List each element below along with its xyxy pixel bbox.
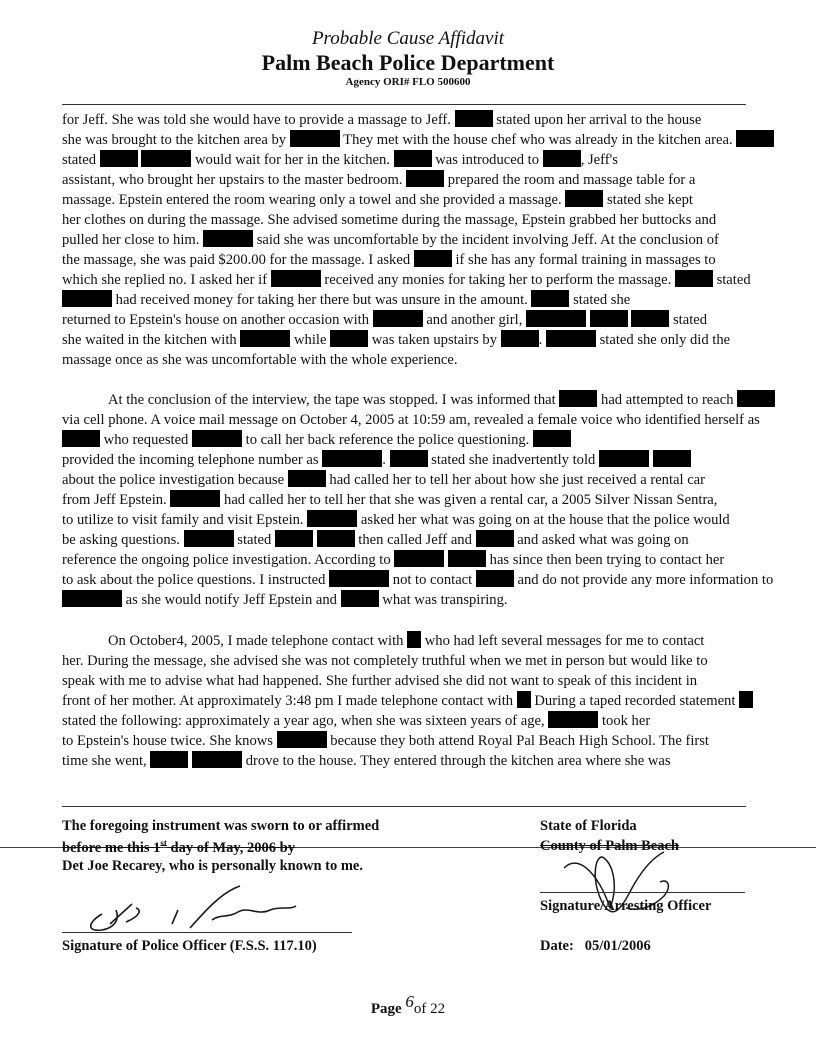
redaction-block — [559, 390, 597, 407]
narrative-text: who had left several messages for me to contact — [424, 633, 705, 649]
redaction-block — [599, 450, 649, 467]
officer-handwritten-signature — [80, 880, 320, 936]
redaction-block — [394, 150, 432, 167]
document-title: Probable Cause Affidavit — [311, 28, 505, 49]
narrative-text: area. — [704, 132, 733, 148]
redaction-block — [62, 590, 122, 607]
redaction-block — [100, 150, 138, 167]
page-number — [0, 992, 816, 1018]
officer-signature-label: Signature of Police Officer (F.S.S. 117.10) — [62, 938, 317, 954]
redaction-block — [737, 390, 775, 407]
narrative-text: about the police investigation because — [62, 472, 285, 488]
redaction-block — [631, 310, 669, 327]
narrative-text: to ask about the police questions. I instructed — [62, 572, 326, 588]
redaction-block — [736, 130, 774, 147]
sworn-date-post: day of May, 2006 by — [166, 839, 295, 856]
narrative-paragraph-2 — [62, 390, 787, 610]
narrative-text: her clothes on during the massage. She advised sometime during the massage, Epstein grabbed her buttocks and — [62, 212, 717, 228]
narrative-text: asked her what was going on at the house that the police would — [360, 512, 730, 528]
redaction-block — [170, 490, 220, 507]
header-rule — [62, 104, 746, 105]
narrative-text: drove to the house. They entered through the kitchen area where she was — [245, 753, 671, 769]
date-label: Date: — [540, 938, 574, 954]
narrative-text: During a taped recorded — [534, 693, 676, 709]
narrative-text: stated she — [573, 292, 631, 308]
narrative-text: then called Jeff and — [358, 532, 472, 548]
narrative-text: to call her back reference the police questioning. — [245, 432, 530, 448]
redaction-block — [277, 731, 327, 748]
sworn-date-sup: st — [160, 838, 167, 848]
officer-signature-line — [62, 932, 352, 933]
redaction-block — [739, 691, 753, 708]
redaction-block — [150, 751, 188, 768]
redaction-block — [407, 631, 421, 648]
redaction-block — [184, 530, 234, 547]
redaction-block — [341, 590, 379, 607]
narrative-text: stated — [716, 272, 751, 288]
redaction-block — [240, 330, 290, 347]
redaction-block — [329, 570, 389, 587]
narrative-text: was introduced to — [435, 152, 540, 168]
redaction-block — [317, 530, 355, 547]
narrative-paragraph-3 — [62, 631, 787, 771]
sworn-date-pre: before me this 1 — [62, 839, 161, 856]
narrative-text: , Jeff's — [580, 152, 618, 168]
narrative-text: she was brought to the kitchen area by — [62, 132, 287, 148]
redaction-block — [203, 230, 253, 247]
narrative-text: had attempted to — [601, 392, 699, 408]
state-label: State of Florida — [540, 818, 637, 834]
narrative-text: stated she kept — [607, 192, 693, 208]
department-name: Palm Beach Police Department — [261, 50, 555, 75]
narrative-text: to Epstein's house twice. She knows — [62, 733, 273, 749]
narrative-text: via cell phone. A voice mail message on October 4, 2005 at 10:59 am, revealed a female voice — [62, 412, 613, 428]
narrative-text: statement — [679, 693, 736, 709]
narrative-text: from Jeff Epstein. — [62, 492, 167, 508]
narrative-text: had received money for taking her there but was unsure in the amount. — [115, 292, 528, 308]
redaction-block — [406, 170, 444, 187]
sworn-statement-line-1: The foregoing instrument was sworn to or affirmed — [62, 818, 380, 834]
narrative-text: reach — [701, 392, 734, 408]
page-suffix: of 22 — [413, 1001, 446, 1017]
narrative-text: prepared the room and massage table for a — [447, 172, 696, 188]
narrative-text: information to — [689, 572, 774, 588]
redaction-block — [548, 711, 598, 728]
narrative-text: speak with me to advise what had happened. She further advised she did not want to speak of this incident in — [62, 673, 698, 689]
narrative-text: . — [538, 332, 543, 348]
narrative-paragraph-1 — [62, 110, 787, 370]
narrative-text: On October4, 2005, I made telephone contact with — [108, 633, 404, 649]
narrative-text: which she replied no. I asked her if — [62, 272, 268, 288]
redaction-block — [290, 130, 340, 147]
arresting-signature-line — [540, 892, 745, 893]
narrative-text: provided the incoming telephone number as — [62, 452, 319, 468]
footer-rule — [62, 806, 746, 807]
redaction-block — [414, 250, 452, 267]
narrative-text: stated — [62, 152, 97, 168]
sworn-statement-line-3: Det Joe Recarey, who is personally known to me. — [62, 858, 363, 874]
narrative-text: and do not provide any more — [517, 572, 686, 588]
narrative-text: she waited in the kitchen with — [62, 332, 237, 348]
date-value: 05/01/2006 — [584, 938, 651, 954]
redaction-block — [322, 450, 382, 467]
narrative-text: be asking questions. — [62, 532, 180, 548]
date-field — [540, 938, 651, 955]
redaction-block — [533, 430, 571, 447]
narrative-text: had called her to tell her that she was given a rental car, a 2005 Silver Nissan Sentra, — [224, 492, 718, 508]
county-label: County of Palm Beach — [540, 838, 679, 854]
narrative-text: what was transpiring. — [382, 592, 508, 608]
narrative-text: front of her mother. At approximately 3:48 pm I made telephone contact with — [62, 693, 514, 709]
narrative-text: to utilize to visit family and visit Epstein. — [62, 512, 304, 528]
narrative-text: who identified herself as — [615, 412, 760, 428]
narrative-text: stated — [237, 532, 272, 548]
redaction-block — [330, 330, 368, 347]
narrative-text: for Jeff. She was told she would have to provide a massage to Jeff. — [62, 112, 451, 128]
narrative-text: reference the ongoing police investigation. According to — [62, 552, 391, 568]
narrative-text: stated she inadvertently told — [431, 452, 596, 468]
redaction-block — [653, 450, 691, 467]
narrative-text: said she was uncomfortable by the incident involving Jeff. At the conclusion of — [256, 232, 719, 248]
redaction-block — [373, 310, 423, 327]
narrative-text: because they both attend Royal Pal Beach High School. The first — [330, 733, 709, 749]
redaction-block — [675, 270, 713, 287]
narrative-text: and asked what was going on — [517, 532, 689, 548]
narrative-text: time she went, — [62, 753, 147, 769]
narrative-text: received any monies for taking her to perform the massage. — [324, 272, 672, 288]
narrative-text: pulled her close to him. — [62, 232, 200, 248]
narrative-text: has since then been trying to contact her — [489, 552, 725, 568]
redaction-block — [501, 330, 539, 347]
redaction-block — [192, 751, 242, 768]
narrative-text: massage once as she was uncomfortable with the whole experience. — [62, 352, 458, 368]
redaction-block — [531, 290, 569, 307]
redaction-block — [62, 290, 112, 307]
redaction-block — [476, 530, 514, 547]
redaction-block — [307, 510, 357, 527]
redaction-block — [455, 110, 493, 127]
narrative-text: the massage, she was paid $200.00 for the massage. I asked — [62, 252, 411, 268]
redaction-block — [543, 150, 581, 167]
redaction-block — [192, 430, 242, 447]
narrative-text: assistant, who brought her upstairs to the master bedroom. — [62, 172, 403, 188]
redaction-block — [476, 570, 514, 587]
redaction-block — [62, 430, 100, 447]
redaction-block — [526, 310, 586, 327]
narrative-text: was taken upstairs by — [371, 332, 497, 348]
narrative-text: would wait for her in the kitchen. — [195, 152, 390, 168]
narrative-text: massage. Epstein entered the room wearing only a towel and she provided a massage. — [62, 192, 562, 208]
arresting-signature-label: Signature/Arresting Officer — [540, 898, 712, 914]
narrative-text: stated she only did the — [599, 332, 731, 348]
narrative-text: had called her to tell her about how she just received a rental car — [329, 472, 706, 488]
agency-ori: Agency ORI# FLO 500600 — [345, 76, 471, 88]
narrative-text: returned to Epstein's house on another occasion with — [62, 312, 369, 328]
redaction-block — [394, 550, 444, 567]
narrative-text: while — [294, 332, 327, 348]
page-prefix: Page — [370, 1001, 406, 1017]
redaction-block — [275, 530, 313, 547]
narrative-text: who requested — [103, 432, 189, 448]
narrative-text: and another girl, — [426, 312, 523, 328]
narrative-text: stated upon her arrival to the house — [496, 112, 702, 128]
narrative-text: At the conclusion of the interview, the tape was stopped. I was informed that — [108, 392, 556, 408]
redaction-block — [565, 190, 603, 207]
redaction-block — [546, 330, 596, 347]
narrative-text: They met with the house chef who was already in the kitchen — [343, 132, 701, 148]
narrative-text: took her — [601, 713, 651, 729]
narrative-text: stated — [672, 312, 708, 328]
redaction-block — [390, 450, 428, 467]
narrative-text: stated the following: approximately a year ago, when she was sixteen years of age, — [62, 713, 545, 729]
redaction-block — [288, 470, 326, 487]
redaction-block — [590, 310, 628, 327]
redaction-block — [141, 150, 191, 167]
redaction-block — [448, 550, 486, 567]
narrative-text: her. During the message, she advised she was not completely truthful when we met in person but would like to — [62, 653, 708, 669]
narrative-text: as she would notify Jeff Epstein and — [125, 592, 337, 608]
redaction-block — [271, 270, 321, 287]
sworn-statement-line-2 — [62, 838, 295, 857]
page-current-handwritten: 6 — [405, 992, 414, 1011]
narrative-text: not to contact — [392, 572, 473, 588]
redaction-block — [517, 691, 531, 708]
arresting-officer-signature — [560, 848, 710, 928]
narrative-text: . — [382, 452, 386, 468]
narrative-text: if she has any formal training in massages to — [455, 252, 716, 268]
